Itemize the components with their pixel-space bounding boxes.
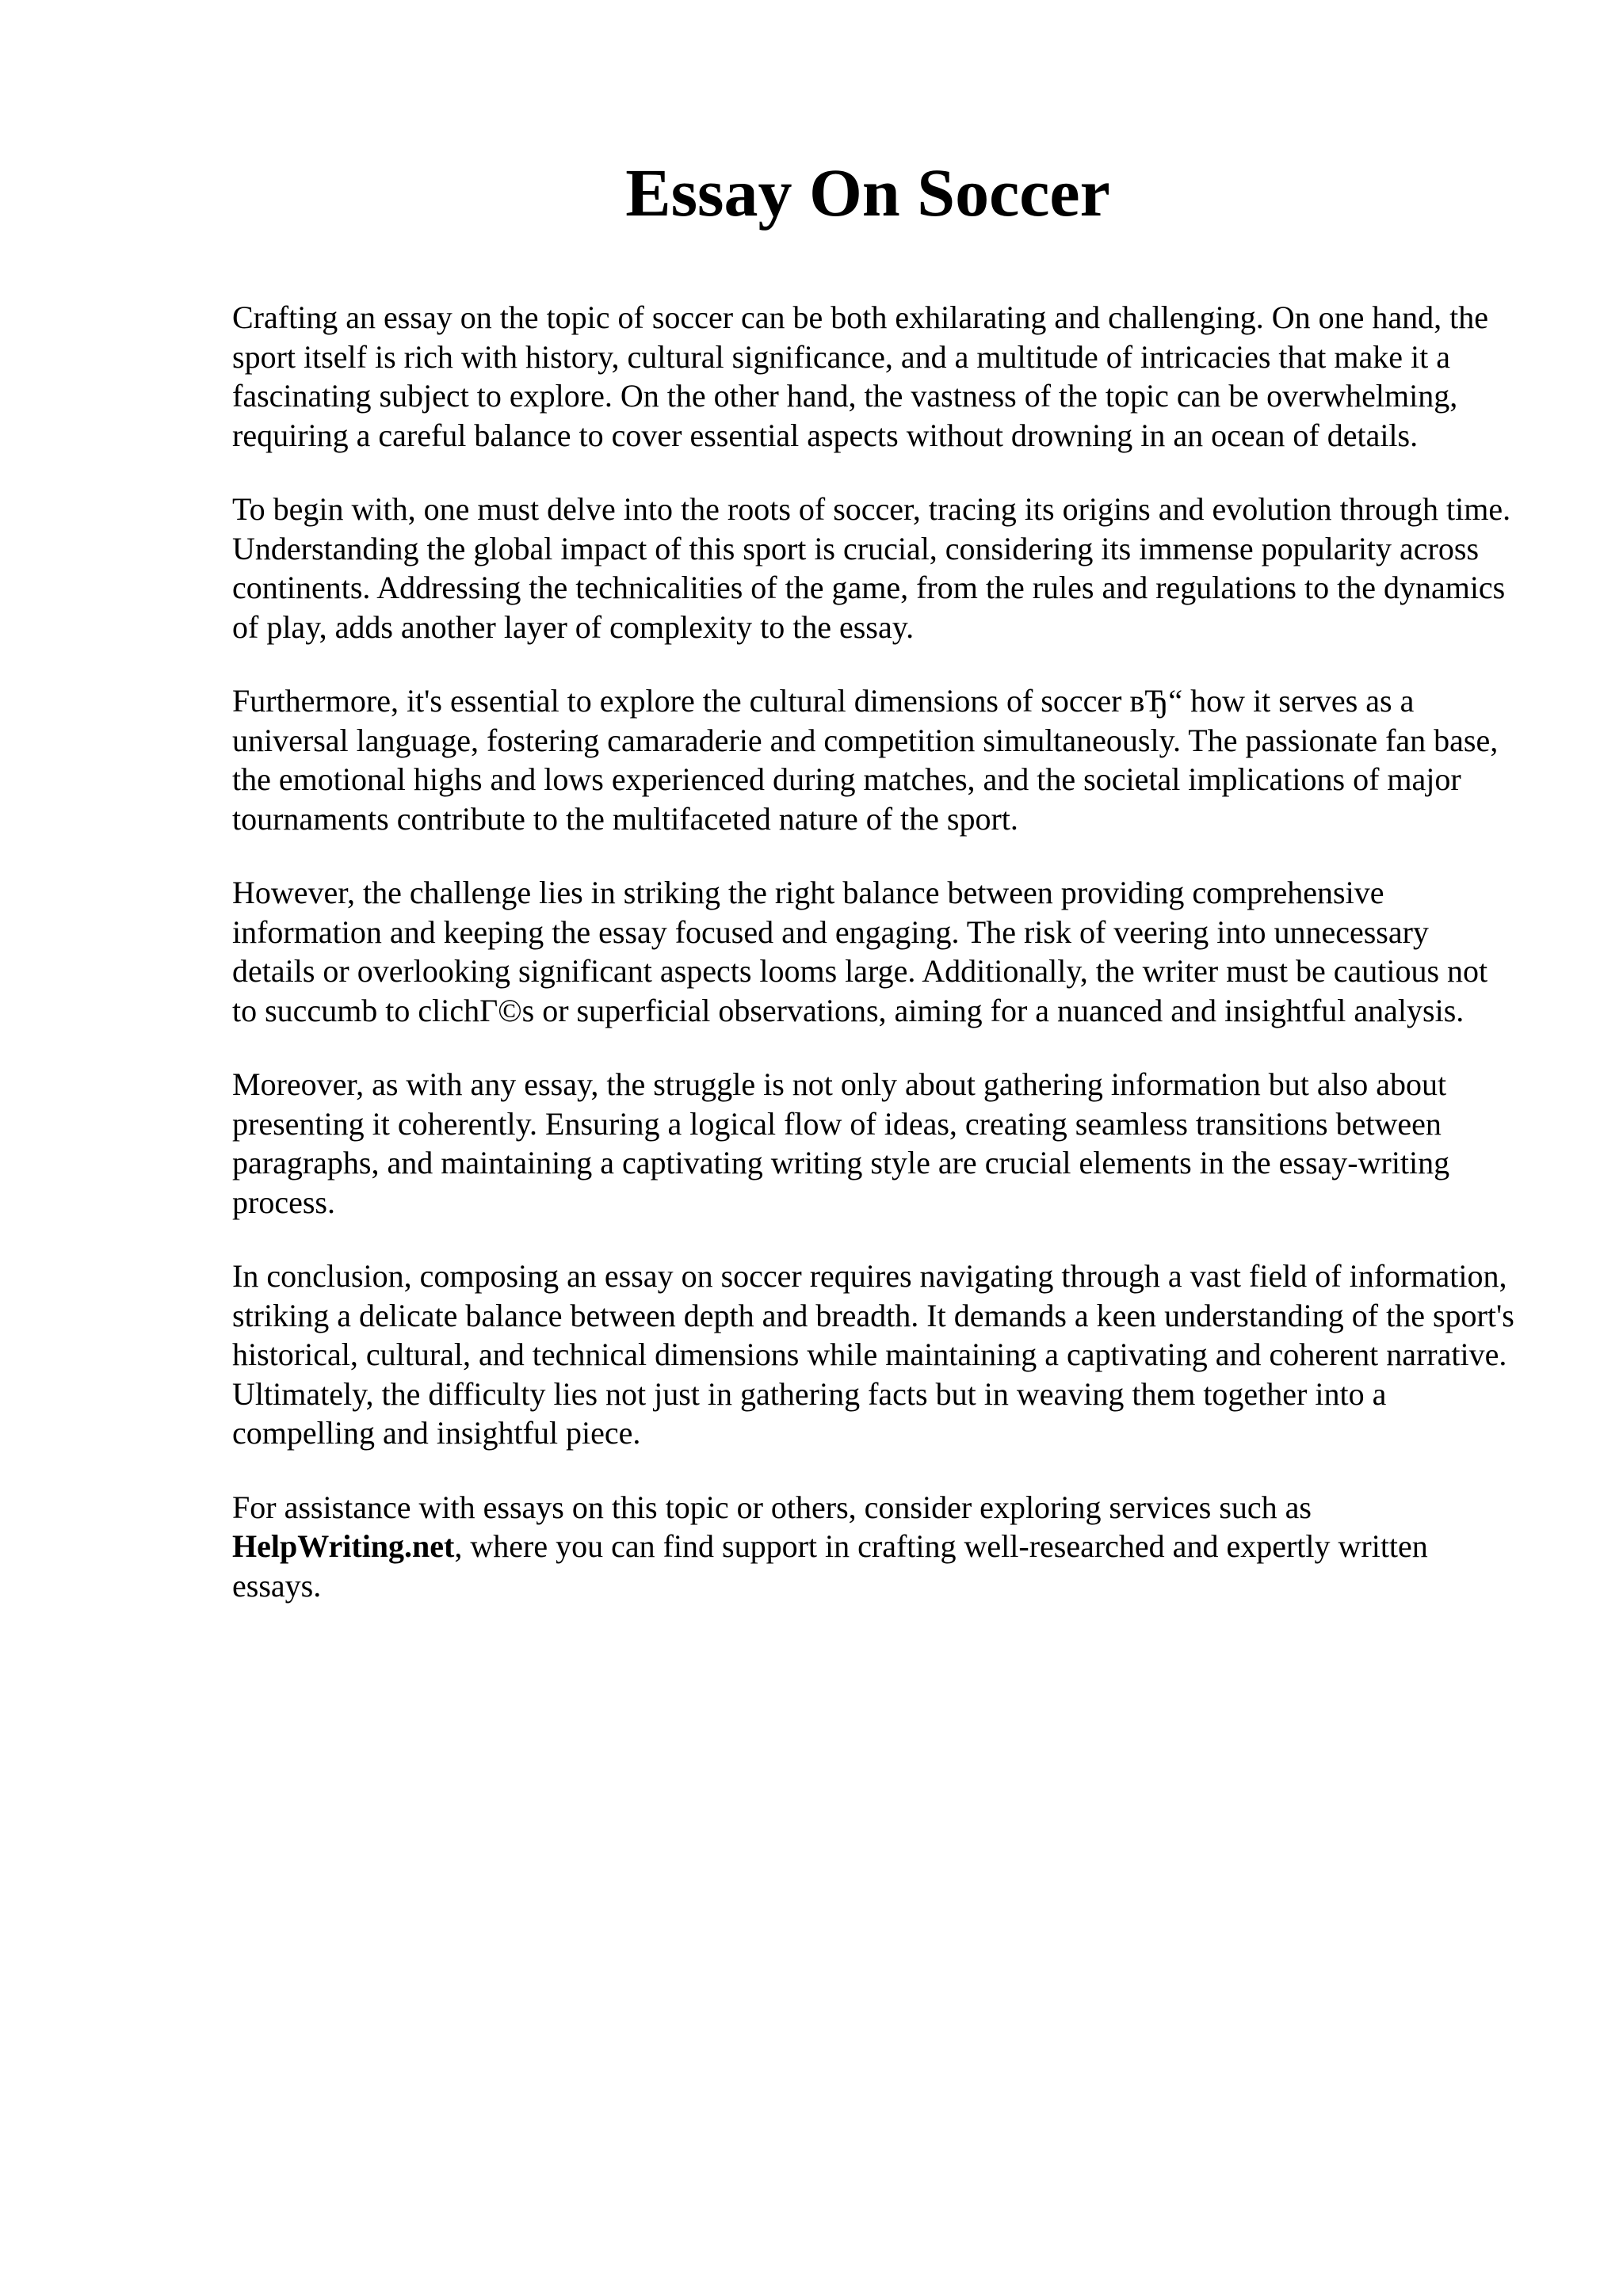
closing-tail-text: , where you can find support in crafting well-researched and expertly written essays. [232,1528,1428,1604]
closing-paragraph [232,1488,1516,1606]
essay-body [232,298,1516,1640]
paragraph-3: Furthermore, it's essential to explore the cultural dimensions of soccer вЂ“ how it serves as a universal language, fostering camaraderie and competition simultaneously. The passionate fan base, the emotional highs and lows experienced during matches, and the societal implications of major tournaments contribute to the multifaceted nature of the sport. [232,683,1499,837]
paragraph-5: Moreover, as with any essay, the struggle is not only about gathering information but also about presenting it coherently. Ensuring a logical flow of ideas, creating seamless transitions between paragraphs, and maintaining a captivating writing style are crucial elements in the essay-writing process. [232,1066,1450,1220]
brand-name: HelpWriting.net [232,1528,455,1564]
closing-lead-text: For assistance with essays on this topic or others, consider exploring services such as [232,1489,1312,1525]
paragraph-4: However, the challenge lies in striking the right balance between providing comprehensive information and keeping the essay focused and engaging. The risk of veering into unnecessary details or overlooking significant aspects looms large. Additionally, the writer must be cautious not to succumb to clichГ©s or superficial observations, aiming for a nuanced and insightful analysis. [232,875,1488,1028]
paragraph-2: To begin with, one must delve into the roots of soccer, tracing its origins and evolution through time. Understanding the global impact of this sport is crucial, considering its immense popularity across continents. Addressing the technicalities of the game, from the rules and regulations to the dynamics of play, adds another layer of complexity to the essay. [232,491,1511,645]
paragraph-1: Crafting an essay on the topic of soccer can be both exhilarating and challenging. On one hand, the sport itself is rich with history, cultural significance, and a multitude of intricacies that make it a fascinating subject to explore. On the other hand, the vastness of the topic can be overwhelming, requiring a careful balance to cover essential aspects without drowning in an ocean of details. [232,299,1489,453]
page-title: Essay On Soccer [625,154,1110,231]
paragraph-6: In conclusion, composing an essay on soccer requires navigating through a vast field of information, striking a delicate balance between depth and breadth. It demands a keen understanding of the sport's historical, cultural, and technical dimensions while maintaining a captivating and coherent narrative. Ultimately, the difficulty lies not just in gathering facts but in weaving them together into a compelling and insightful piece. [232,1258,1514,1451]
